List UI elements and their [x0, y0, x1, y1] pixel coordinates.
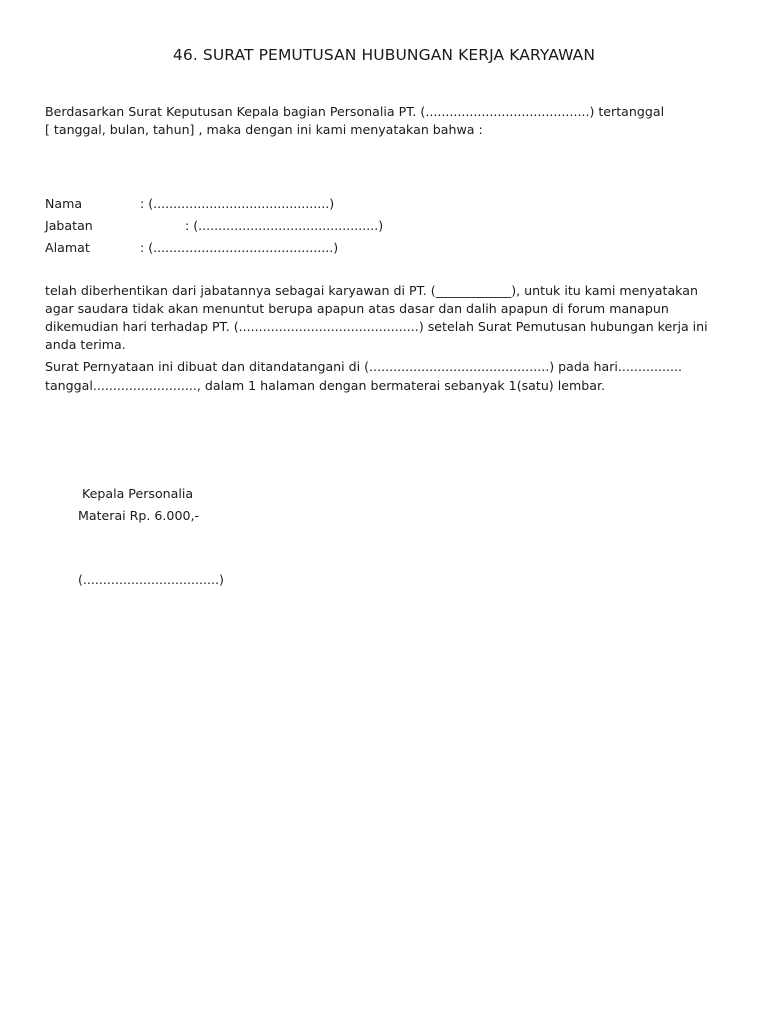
body-line-4: anda terima. [45, 337, 126, 352]
body-line-2: agar saudara tidak akan menuntut berupa apapun atas dasar dan dalih apapun di forum manapun [45, 301, 669, 316]
statement-line-1: Surat Pernyataan ini dibuat dan ditandatangani di (.............................................) pada hari................ [45, 359, 682, 374]
field-alamat-value: : (.............................................) [140, 240, 339, 255]
intro-line-2: [ tanggal, bulan, tahun] , maka dengan ini kami menyatakan bahwa : [45, 122, 483, 137]
signature-role: Kepala Personalia [82, 486, 194, 501]
document-title: 46. SURAT PEMUTUSAN HUBUNGAN KERJA KARYAWAN [172, 46, 596, 64]
field-jabatan-value: : (.............................................) [185, 218, 384, 233]
field-nama-label: Nama [45, 196, 83, 211]
field-alamat [45, 239, 339, 257]
signature-stamp: Materai Rp. 6.000,- [78, 508, 200, 523]
field-jabatan-label: Jabatan [45, 218, 93, 233]
field-nama-value: : (............................................) [140, 196, 335, 211]
intro-line-1: Berdasarkan Surat Keputusan Kepala bagian Personalia PT. (.........................................) tertanggal [45, 104, 665, 119]
statement-paragraph [45, 358, 735, 395]
field-nama [45, 195, 335, 213]
field-jabatan [45, 217, 384, 235]
body-paragraph [45, 282, 735, 354]
body-line-3: dikemudian hari terhadap PT. (.............................................) setelah Surat Pemutusan hubungan kerja ini [45, 319, 708, 334]
statement-line-2: tanggal.........................., dalam 1 halaman dengan bermaterai sebanyak 1(satu) lembar. [45, 378, 605, 393]
field-alamat-label: Alamat [45, 240, 90, 255]
intro-paragraph [45, 103, 735, 139]
signature-name-placeholder: (..................................) [78, 572, 224, 587]
body-line-1: telah diberhentikan dari jabatannya sebagai karyawan di PT. (____________), untuk itu kami menyatakan [45, 283, 698, 298]
